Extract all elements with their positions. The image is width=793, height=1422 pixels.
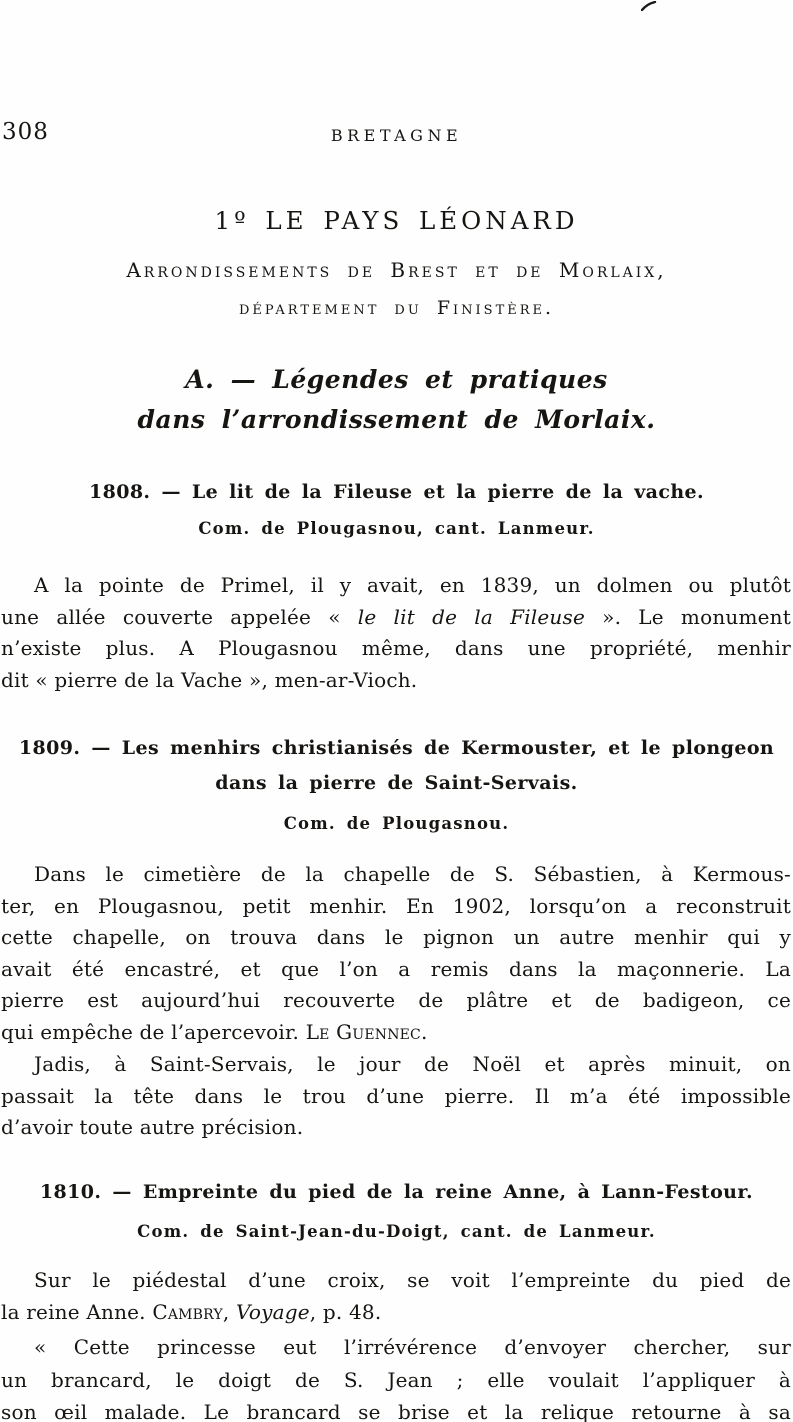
- text-line: n’existe plus. A Plougasnou même, dans une propriété, menhir: [1, 636, 791, 661]
- italic-segment: le lit de la Fileuse: [357, 604, 586, 629]
- entry-1810-location: Com. de Saint-Jean-du-Doigt, cant. de Lanmeur.: [137, 1222, 656, 1241]
- entry-1809-location: Com. de Plougasnou.: [283, 814, 510, 833]
- page-number: 308: [2, 119, 49, 145]
- entry-1809-paragraph-1: [1, 859, 791, 1049]
- running-head: BRETAGNE: [330, 126, 463, 145]
- entry-1809-title-line2: dans la pierre de Saint-Servais.: [215, 772, 578, 794]
- text-line: Sur le piédestal d’une croix, se voit l’empreinte du pied de: [34, 1268, 791, 1292]
- entry-1808-title: 1808. — Le lit de la Fileuse et la pierre de la vache.: [88, 481, 705, 503]
- text-segment: ,: [222, 1299, 237, 1324]
- text-line: son œil malade. Le brancard se brise et la relique retourne à sa: [1, 1400, 791, 1422]
- text-segment: , p. 48.: [309, 1299, 382, 1324]
- entry-1809-title-line1: 1809. — Les menhirs christianisés de Kermouster, et le plongeon: [18, 737, 775, 759]
- entry-1810-title: 1810. — Empreinte du pied de la reine Anne, à Lann-Festour.: [39, 1181, 754, 1203]
- smallcaps-segment: Cambry: [152, 1299, 223, 1324]
- text-line: « Cette princesse eut l’irrévérence d’envoyer chercher, sur: [34, 1335, 791, 1359]
- text-line: Jadis, à Saint-Servais, le jour de Noël et après minuit, on: [34, 1052, 791, 1076]
- text-segment: une allée couverte appelée «: [1, 604, 358, 629]
- chapter-subtitle-line2: département du Finistère.: [238, 297, 555, 319]
- chapter-title: 1º LE PAYS LÉONARD: [214, 206, 579, 235]
- text-line: [1, 1017, 791, 1049]
- entry-1810-paragraph-2: [1, 1331, 791, 1422]
- text-line: avait été encastré, et que l’on a remis dans la maçonnerie. La: [1, 956, 791, 981]
- text-line: d’avoir toute autre précision.: [1, 1115, 304, 1140]
- text-line: passait la tête dans le trou d’une pierre. Il m’a été impossible: [1, 1083, 791, 1108]
- text-line: cette chapelle, on trouva dans le pignon un autre menhir qui y: [1, 925, 791, 950]
- chapter-subtitle-line1: Arrondissements de Brest et de Morlaix,: [126, 258, 667, 282]
- text-line: pierre est aujourd’hui recouverte de plâtre et de badigeon, ce: [1, 988, 791, 1013]
- text-line: dit « pierre de la Vache », men-ar-Vioch.: [1, 667, 418, 692]
- text-segment: la reine Anne.: [1, 1299, 153, 1324]
- entry-1808-paragraph: [1, 570, 791, 696]
- text-segment: qui empêche de l’apercevoir.: [1, 1019, 306, 1044]
- entry-1809-paragraph-2: [1, 1049, 791, 1144]
- entry-1808-location: Com. de Plougasnou, cant. Lanmeur.: [198, 519, 595, 538]
- text-line: ter, en Plougasnou, petit menhir. En 1902, lorsqu’on a reconstruit: [1, 893, 791, 918]
- text-line: [1, 1297, 791, 1329]
- text-line: Dans le cimetière de la chapelle de S. Sébastien, à Kermous-: [34, 862, 791, 886]
- italic-segment: Voyage: [236, 1299, 310, 1324]
- smallcaps-segment: Le Guennec.: [305, 1019, 428, 1044]
- entry-1810-paragraph-1: [1, 1265, 791, 1328]
- text-line: A la pointe de Primel, il y avait, en 1839, un dolmen ou plutôt: [34, 573, 791, 597]
- section-heading-line1: A. — Légendes et pratiques: [185, 365, 608, 394]
- text-line: un brancard, le doigt de S. Jean ; elle voulait l’appliquer à: [1, 1367, 791, 1392]
- text-segment: ». Le monument: [585, 604, 791, 629]
- text-line: [1, 602, 791, 634]
- section-heading-line2: dans l’arrondissement de Morlaix.: [137, 405, 656, 434]
- stray-ink-mark-icon: [641, 1, 657, 11]
